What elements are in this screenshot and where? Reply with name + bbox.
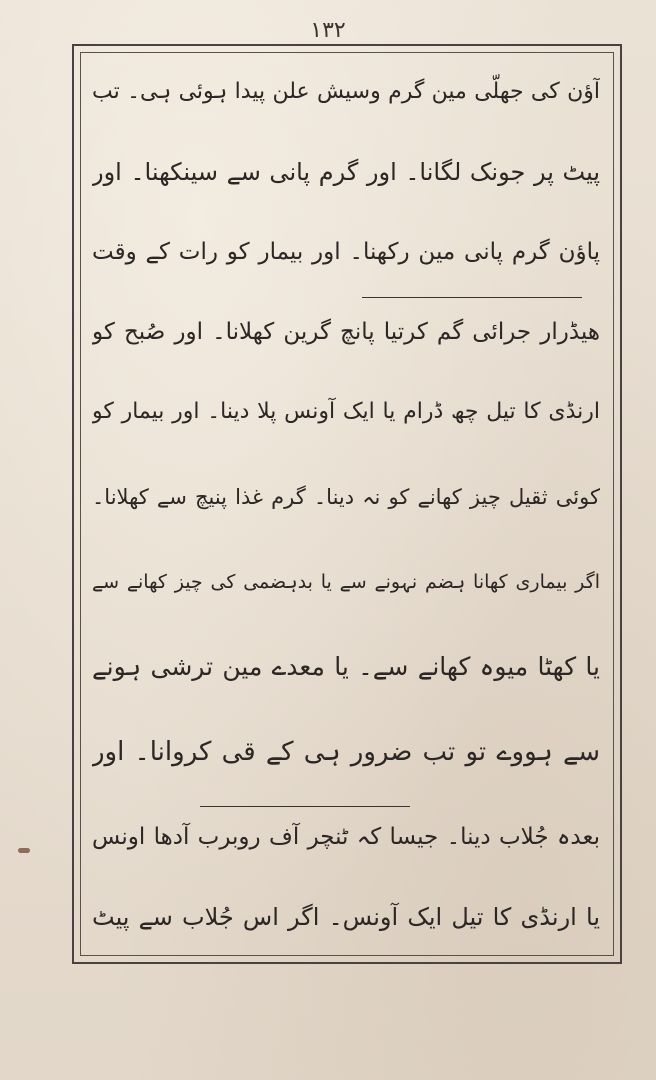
text-line: بعدہ جُلاب دینا۔ جیسا کہ ٹنچر آف روبرب آدھا اونس — [92, 824, 600, 850]
text-line: یا ارنڈی کا تیل ایک آونس۔ اگر اس جُلاب سے پیٹ — [92, 903, 600, 931]
text-line: سے ہووے تو تب ضرور ہی کے قی کروانا۔ اور — [92, 737, 600, 767]
text-line: آؤن کی جھلّی مین گرم وسیش علن پیدا ہوئی ہی۔ تب — [92, 79, 600, 104]
text-line: ارنڈی کا تیل چھ ڈرام یا ایک آونس پلا دینا۔ اور بیمار کو — [92, 399, 600, 424]
overline-rule — [200, 806, 410, 807]
text-line: اگر بیماری کھانا ہضم نہونے سے یا بدہضمی کی چیز کھانے سے — [92, 571, 600, 593]
text-block — [92, 62, 600, 942]
text-line: ھیڈرار جرائی گم کرتیا پانچ گرین کھلانا۔ اور صُبح کو — [92, 319, 600, 345]
ink-stain — [18, 848, 30, 853]
overline-rule — [362, 297, 582, 298]
text-line: کوئی ثقیل چیز کھانے کو نہ دینا۔ گرم غذا پنیچ سے کھلانا۔ — [92, 485, 600, 509]
text-line: پیٹ پر جونک لگانا۔ اور گرم پانی سے سینکھنا۔ اور — [92, 158, 600, 186]
page-number: ۱۳۲ — [310, 18, 346, 43]
text-line: پاؤن گرم پانی مین رکھنا۔ اور بیمار کو رات کے وقت — [92, 239, 600, 265]
text-line: یا کھٹا میوہ کھانے سے۔ یا معدے مین ترشی ہونے — [92, 652, 600, 681]
